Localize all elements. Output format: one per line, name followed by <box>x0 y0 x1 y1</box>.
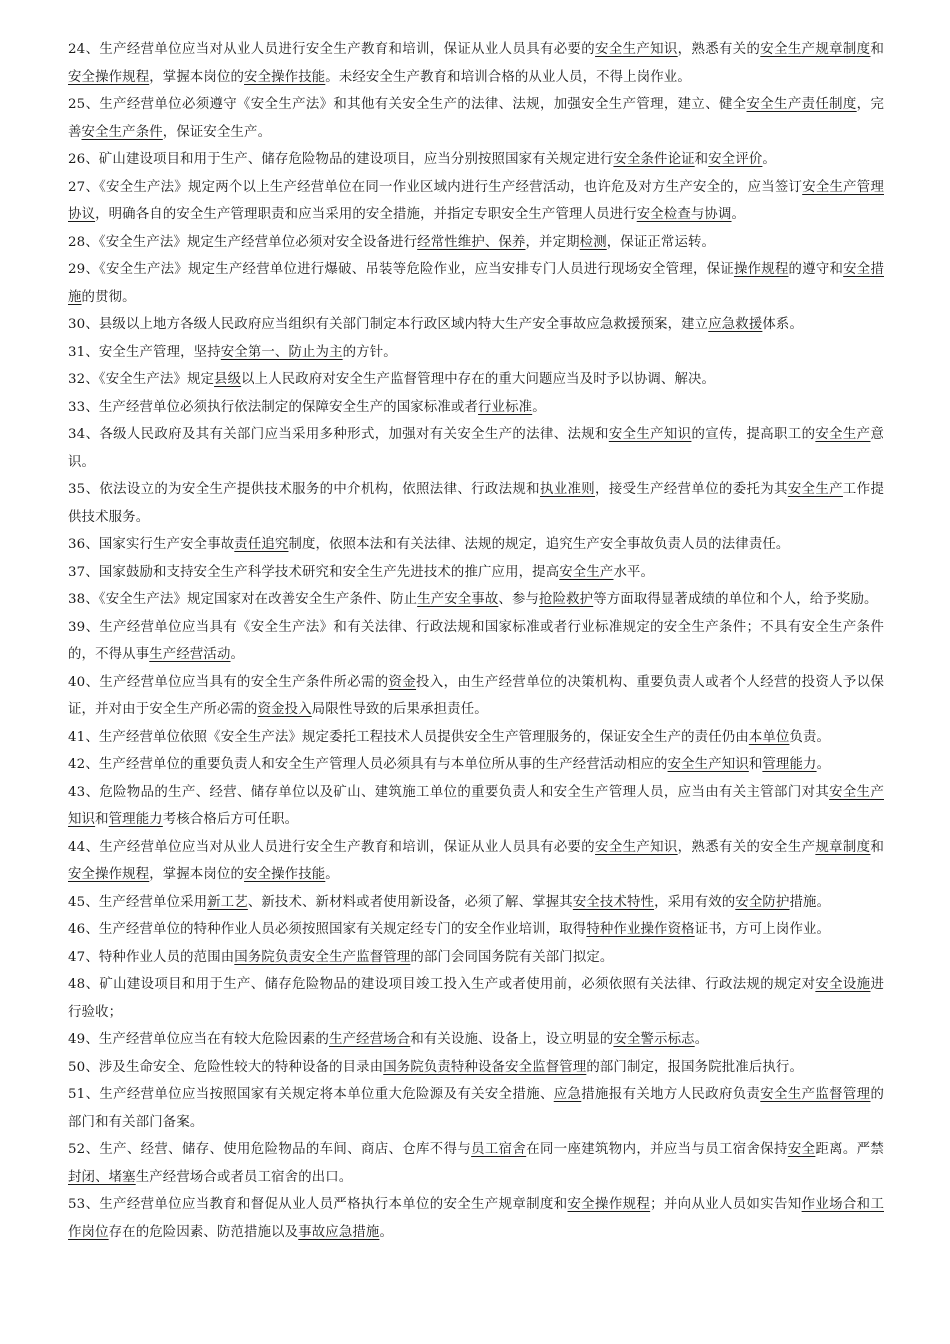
question-item <box>68 36 884 91</box>
item-text: 49、生产经营单位应当在有较大危险因素的 <box>68 1032 330 1047</box>
answer-blank: 国务院负责安全生产监督管理 <box>234 949 411 965</box>
question-item <box>68 779 884 834</box>
item-text: 38、《安全生产法》规定国家对在改善安全生产条件、防止 <box>68 592 418 607</box>
answer-blank: 生产安全事故 <box>417 592 499 607</box>
item-text: 等方面取得显著成绩的单位和个人，给予奖励。 <box>593 592 878 607</box>
question-item <box>68 531 884 559</box>
answer-blank: 安全操作技能 <box>244 69 326 85</box>
item-text: 在同一座建筑物内，并应当与员工宿舍保持 <box>526 1142 788 1157</box>
question-item <box>68 889 884 917</box>
question-item <box>68 559 884 587</box>
question-item <box>68 669 884 724</box>
item-text: 考核合格后方可任职。 <box>162 812 299 827</box>
answer-blank: 安全生产知识 <box>595 42 678 57</box>
answer-blank: 安全条件论证 <box>613 152 695 167</box>
answer-blank: 安全操作规程 <box>567 1197 651 1212</box>
item-text: 的方针。 <box>342 344 397 360</box>
item-text: 工作提供技术服务。 <box>68 482 884 525</box>
item-text: 51、生产经营单位应当按照国家有关规定将本单位重大危险源及有关安全措施、 <box>68 1087 554 1102</box>
answer-blank: 安全操作规程 <box>68 69 150 85</box>
question-item <box>68 394 884 422</box>
item-text: 。未经安全生产教育和培训合格的从业人员，不得上岗作业。 <box>325 69 691 85</box>
answer-blank: 经常性维护、保养 <box>417 234 526 250</box>
item-text: ，采用有效的 <box>654 894 736 910</box>
question-item <box>68 1081 884 1136</box>
item-text: 31、安全生产管理，坚持 <box>68 344 221 360</box>
answer-blank: 安全生产知识 <box>595 839 678 855</box>
answer-blank: 资金 <box>388 674 417 690</box>
item-text: 45、生产经营单位采用 <box>68 894 208 910</box>
item-text: ；并向从业人员如实告知 <box>650 1197 802 1212</box>
item-text: 体系。 <box>762 317 804 332</box>
question-item <box>68 916 884 944</box>
item-text: 和 <box>694 152 709 167</box>
item-text: 35、依法设立的为安全生产提供技术服务的中介机构，依照法律、行政法规和 <box>68 482 540 497</box>
answer-blank: 安全警示标志 <box>613 1032 695 1047</box>
item-text: ，掌握本岗位的 <box>149 867 245 882</box>
item-text: 的宣传，提高职工的 <box>691 427 816 442</box>
answer-blank: 安全设施 <box>815 977 871 992</box>
item-text: 。 <box>816 757 831 772</box>
item-text: 水平。 <box>613 564 655 580</box>
item-text: 53、生产经营单位应当教育和督促从业人员严格执行本单位的安全生产规章制度和 <box>68 1197 568 1212</box>
item-text: 30、县级以上地方各级人民政府应当组织有关部门制定本行政区域内特大生产安全事故应急救援预案，建立 <box>68 317 709 332</box>
item-text: 的部门会同国务院有关部门拟定。 <box>410 949 614 965</box>
item-text: 50、涉及生命安全、危险性较大的特种设备的目录由 <box>68 1059 384 1075</box>
document-page <box>68 36 884 1246</box>
item-text: 。 <box>762 152 776 167</box>
answer-blank: 管理能力 <box>108 812 163 827</box>
item-text: 生产经营场合或者员工宿舍的出口。 <box>135 1169 353 1185</box>
answer-blank: 安全防护 <box>735 894 790 910</box>
item-text: 和 <box>748 757 763 772</box>
question-item <box>68 421 884 476</box>
item-text: 进行验收； <box>68 977 884 1020</box>
item-text: 的部门和有关部门备案。 <box>68 1087 885 1130</box>
item-text: 。 <box>532 399 546 415</box>
answer-blank: 安全生产知识 <box>608 427 692 442</box>
item-text: 42、生产经营单位的重要负责人和安全生产管理人员必须具有与本单位所从事的生产经营活动相应的 <box>68 757 668 772</box>
item-text: 、新技术、新材料或者使用新设备，必须了解、掌握其 <box>247 894 573 910</box>
answer-blank: 抢险救护 <box>539 592 594 607</box>
question-item <box>68 311 884 339</box>
item-text: ，完善 <box>68 97 884 140</box>
item-text: 。 <box>230 647 245 662</box>
answer-blank: 资金投入 <box>257 702 312 717</box>
item-text: 36、国家实行生产安全事故 <box>68 537 235 552</box>
item-text: ，明确各自的安全生产管理职责和应当采用的安全措施，并指定专职安全生产管理人员进行 <box>95 207 637 222</box>
question-item <box>68 586 884 614</box>
answer-blank: 安全生产条件 <box>81 124 163 140</box>
question-item <box>68 91 884 146</box>
answer-blank: 安全措施 <box>68 262 884 305</box>
answer-blank: 生产经营场合 <box>329 1032 411 1047</box>
question-item <box>68 944 884 972</box>
answer-blank: 员工宿舍 <box>471 1142 527 1157</box>
item-text: 和 <box>870 839 885 855</box>
item-text: ，接受生产经营单位的委托为其 <box>595 482 788 497</box>
answer-blank: 安全检查与协调 <box>636 207 732 222</box>
answer-blank: 安全第一、防止为主 <box>220 344 343 360</box>
item-text: 25、生产经营单位必须遵守《安全生产法》和其他有关安全生产的法律、法规，加强安全生产管理，建立、健全 <box>68 97 747 112</box>
item-text: 存在的危险因素、防范措施以及 <box>108 1224 299 1240</box>
answer-blank: 封闭、堵塞 <box>68 1169 136 1185</box>
question-item <box>68 174 884 229</box>
answer-blank: 安全评价 <box>708 152 763 167</box>
question-item <box>68 1026 884 1054</box>
answer-blank: 县级 <box>214 372 242 387</box>
item-text: 27、《安全生产法》规定两个以上生产经营单位在同一作业区域内进行生产经营活动，也许危及对方生产安全的，应当签订 <box>68 179 803 195</box>
item-text: 和 <box>870 42 885 57</box>
item-text: 距离。严禁 <box>815 1142 884 1157</box>
answer-blank: 安全生产知识 <box>68 784 884 827</box>
item-text: 43、危险物品的生产、经营、储存单位以及矿山、建筑施工单位的重要负责人和安全生产管理人员，应当由有关主管部门对其 <box>68 784 830 800</box>
answer-blank: 特种作业操作资格 <box>586 922 695 937</box>
question-item <box>68 339 884 367</box>
item-text: 的贯彻。 <box>81 289 136 305</box>
item-text: ，保证安全生产。 <box>162 124 272 140</box>
question-item <box>68 256 884 311</box>
item-text: 39、生产经营单位应当具有《安全生产法》和有关法律、行政法规和国家标准或者行业标准规定的安全生产条件；不具有安全生产条件的，不得从事 <box>68 619 884 662</box>
item-text: 负责。 <box>789 729 831 745</box>
item-text: 意识。 <box>68 427 884 470</box>
question-item <box>68 476 884 531</box>
item-text: 52、生产、经营、储存、使用危险物品的车间、商店、仓库不得与 <box>68 1142 472 1157</box>
answer-blank: 安全生产管理协议 <box>68 179 884 222</box>
item-text: 证书，方可上岗作业。 <box>694 922 831 937</box>
answer-blank: 安全生产 <box>559 564 614 580</box>
item-text: ，熟悉有关的 <box>677 42 761 57</box>
item-text: ，保证正常运转。 <box>606 234 716 250</box>
answer-blank: 安全生产 <box>815 427 871 442</box>
answer-blank: 事故应急措施 <box>298 1224 380 1240</box>
answer-blank: 应急救援 <box>708 317 763 332</box>
item-text: 33、生产经营单位必须执行依法制定的保障安全生产的国家标准或者 <box>68 399 479 415</box>
item-text: 以上人民政府对安全生产监督管理中存在的重大问题应当及时予以协调、解决。 <box>241 372 716 387</box>
item-text: 28、《安全生产法》规定生产经营单位必须对安全设备进行 <box>68 234 418 250</box>
item-text: 。 <box>325 867 339 882</box>
answer-blank: 生产经营活动 <box>149 647 231 662</box>
question-item <box>68 229 884 257</box>
item-text: 24、生产经营单位应当对从业人员进行安全生产教育和培训，保证从业人员具有必要的 <box>68 42 596 57</box>
answer-blank: 执业准则 <box>539 482 596 497</box>
answer-blank: 安全操作技能 <box>244 867 326 882</box>
item-text: 制度，依照本法和有关法律、法规的规定，追究生产安全事故负责人员的法律责任。 <box>288 537 790 552</box>
answer-blank: 安全 <box>787 1142 816 1157</box>
question-item <box>68 1136 884 1191</box>
item-text: ，并定期 <box>525 234 580 250</box>
item-text: 46、生产经营单位的特种作业人员必须按照国家有关规定经专门的安全作业培训，取得 <box>68 922 587 937</box>
answer-blank: 操作规程 <box>733 262 789 277</box>
item-text: 44、生产经营单位应当对从业人员进行安全生产教育和培训，保证从业人员具有必要的 <box>68 839 596 855</box>
answer-blank: 安全操作规程 <box>68 867 150 882</box>
question-item <box>68 366 884 394</box>
question-item <box>68 1054 884 1082</box>
item-text: 26、矿山建设项目和用于生产、储存危险物品的建设项目，应当分别按照国家有关规定进行 <box>68 152 614 167</box>
item-text: 的遵守和 <box>788 262 844 277</box>
question-item <box>68 1191 884 1246</box>
answer-blank: 管理能力 <box>762 757 817 772</box>
item-text: 和有关设施、设备上，设立明显的 <box>410 1032 614 1047</box>
answer-blank: 安全生产监督管理 <box>760 1087 871 1102</box>
answer-blank: 作业场合和工作岗位 <box>68 1197 884 1240</box>
answer-blank: 新工艺 <box>207 894 248 910</box>
answer-blank: 检测 <box>579 234 607 250</box>
item-text: ，熟悉有关的安全生产 <box>677 839 816 855</box>
item-text: ，掌握本岗位的 <box>149 69 245 85</box>
item-text: 局限性导致的后果承担责任。 <box>311 702 488 717</box>
item-text: 32、《安全生产法》规定 <box>68 372 215 387</box>
answer-blank: 安全生产 <box>787 482 843 497</box>
answer-blank: 行业标准 <box>478 399 533 415</box>
question-item <box>68 751 884 779</box>
item-text: 48、矿山建设项目和用于生产、储存危险物品的建设项目竣工投入生产或者使用前，必须依照有关法律、行政法规的规定对 <box>68 977 816 992</box>
item-text: 和 <box>95 812 109 827</box>
answer-blank: 安全生产知识 <box>667 757 749 772</box>
item-text: 措施。 <box>789 894 831 910</box>
answer-blank: 安全技术特性 <box>572 894 655 910</box>
item-text: 40、生产经营单位应当具有的安全生产条件所必需的 <box>68 674 389 690</box>
item-text: 的部门制定，报国务院批准后执行。 <box>586 1059 803 1075</box>
item-text: 措施报有关地方人民政府负责 <box>581 1087 761 1102</box>
item-text: 41、生产经营单位依照《安全生产法》规定委托工程技术人员提供安全生产管理服务的，保证安全生产的责任仍由 <box>68 729 749 745</box>
answer-blank: 安全生产责任制度 <box>746 97 857 112</box>
item-text: 。 <box>379 1224 393 1240</box>
item-text: 29、《安全生产法》规定生产经营单位进行爆破、吊装等危险作业，应当安排专门人员进行现场安全管理，保证 <box>68 262 734 277</box>
question-item <box>68 971 884 1026</box>
item-text: 、参与 <box>498 592 540 607</box>
item-text: 。 <box>731 207 746 222</box>
question-item <box>68 834 884 889</box>
answer-blank: 国务院负责特种设备安全监督管理 <box>383 1059 587 1075</box>
item-text: 47、特种作业人员的范围由 <box>68 949 235 965</box>
answer-blank: 责任追究 <box>234 537 289 552</box>
item-text: 投入，由生产经营单位的决策机构、重要负责人或者个人经营的投资人予以保证，并对由于安全生产所必需的 <box>68 674 884 717</box>
item-text: 37、国家鼓励和支持安全生产科学技术研究和安全生产先进技术的推广应用，提高 <box>68 564 560 580</box>
answer-blank: 规章制度 <box>815 839 871 855</box>
answer-blank: 本单位 <box>748 729 790 745</box>
question-item <box>68 614 884 669</box>
item-text: 34、各级人民政府及其有关部门应当采用多种形式，加强对有关安全生产的法律、法规和 <box>68 427 609 442</box>
question-item <box>68 724 884 752</box>
question-item <box>68 146 884 174</box>
item-text: 。 <box>694 1032 709 1047</box>
answer-blank: 应急 <box>553 1087 582 1102</box>
answer-blank: 安全生产规章制度 <box>760 42 871 57</box>
